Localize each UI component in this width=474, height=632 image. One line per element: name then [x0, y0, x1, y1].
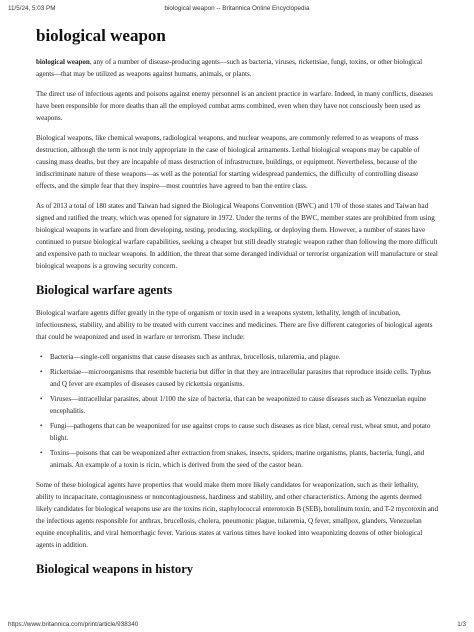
paragraph-warfare-history: The direct use of infectious agents and poisons against enemy personnel is an ancient practice in warfare. Indeed, in many conflicts, diseases have been responsible for more deaths than all the employed combat arms combined, even when they have not consciously been used as weapons.	[36, 89, 433, 122]
paragraph-mass-destruction: Biological weapons, like chemical weapons, radiological weapons, and nuclear weapons, are commonly referred to as weapons of mass destruction, although the term is not truly appropriate in the case of biological armaments. Lethal biological weapons may be capable of causing mass deaths, but they are incapable of mass destruction of infrastructure, buildings, or equipment. Nevertheless, because of the indiscriminate nature of these weapons—as well as the potential for starting widespread pandemics, the difficulty of controlling disease effects, and the simple fear that they inspire—most countries have agreed to ban the entire class.	[36, 133, 420, 190]
print-timestamp: 11/5/24, 5:03 PM	[8, 5, 56, 12]
list-item: • Bacteria—single-cell organisms that cause diseases such as anthrax, brucellosis, tularemia, and plague.	[40, 352, 341, 361]
section-heading-agents: Biological warfare agents	[36, 282, 173, 297]
list-item: • Fungi—pathogens that can be weaponized for use against crops to cause such diseases as rice blast, cereal rust, wheat smut, and potato blight.	[40, 421, 431, 442]
bullet-icon: •	[40, 352, 43, 361]
print-footer	[8, 621, 466, 628]
article-title: biological weapon	[36, 26, 166, 45]
agents-intro-paragraph: Biological warfare agents differ greatly in the type of organism or toxin used in a weapons system, lethality, length of incubation, infectiousness, stability, and ability to be treated with current vaccines and medicines. There are five different categories of biological agents that could be weaponized and used in warfare or terrorism. These include:	[36, 308, 433, 341]
paragraph-bwc-treaty: As of 2013 a total of 180 states and Taiwan had signed the Biological Weapons Convention (BWC) and 170 of those states and Taiwan had signed and ratified the treaty, which was opened for signature in 1972. Under the terms of the BWC, member states are prohibited from using biological weapons in warfare and from developing, testing, producing, stockpiling, or deploying them. However, a number of states have continued to pursue biological warfare capabilities, seeking a cheaper but still deadly strategic weapon rather than following the more difficult and expensive path to nuclear weapons. In addition, the threat that some deranged individual or terrorist organization will manufacture or steal biological weapons is a growing security concern.	[36, 201, 438, 270]
print-document-title: biological weapon -- Britannica Online Encyclopedia	[164, 5, 310, 12]
page-number: 1/3	[457, 621, 466, 628]
list-item: • Toxins—poisons that can be weaponized after extraction from snakes, insects, spiders, marine organisms, plants, bacteria, fungi, and animals. An example of a toxin is ricin, which is derived from the seed of the castor bean.	[40, 448, 425, 469]
list-item: • Rickettsiae—microorganisms that resemble bacteria but differ in that they are intracellular parasites that reproduce inside cells. Typhus and Q fever are examples of diseases caused by rickettsia organisms.	[40, 367, 431, 388]
intro-term: biological weapon	[36, 57, 90, 66]
intro-rest: , any of a number of disease-producing agents—such as bacteria, viruses, rickettsiae, fungi, toxins, or other biological agents—that may be utilized as weapons against humans, animals, or plants.	[36, 57, 423, 78]
agents-closing-paragraph: Some of these biological agents have properties that would make them more likely candidates for weaponization, such as their lethality, ability to incapacitate, contagiousness or noncontagiousness, hardiness and stability, and other characteristics. Among the agents deemed likely candidates for biological weapons use are the toxins ricin, staphylococcal enterotoxin B (SEB), botulinum toxin, and T-2 mycotoxin and the infectious agents responsible for anthrax, brucellosis, cholera, pneumonic plague, tularemia, Q fever, smallpox, glanders, Venezuelan equine encephalitis, and viral hemorrhagic fever. Various states at various times have looked into weaponizing dozens of other biological agents in addition.	[36, 480, 438, 549]
print-url: https://www.britannica.com/print/article/938340	[8, 621, 139, 628]
bullet-icon: •	[40, 448, 43, 457]
intro-paragraph	[36, 56, 438, 80]
article-body	[36, 27, 438, 585]
list-item: • Viruses—intracellular parasites, about 1/100 the size of bacteria, that can be weaponized to cause diseases such as Venezuelan equine encephalitis.	[40, 394, 427, 415]
bullet-icon: •	[40, 394, 43, 403]
bullet-icon: •	[40, 367, 43, 376]
section-heading-history: Biological weapons in history	[36, 561, 194, 576]
agent-categories-list	[36, 351, 438, 471]
print-header	[8, 5, 466, 12]
bullet-icon: •	[40, 421, 43, 430]
